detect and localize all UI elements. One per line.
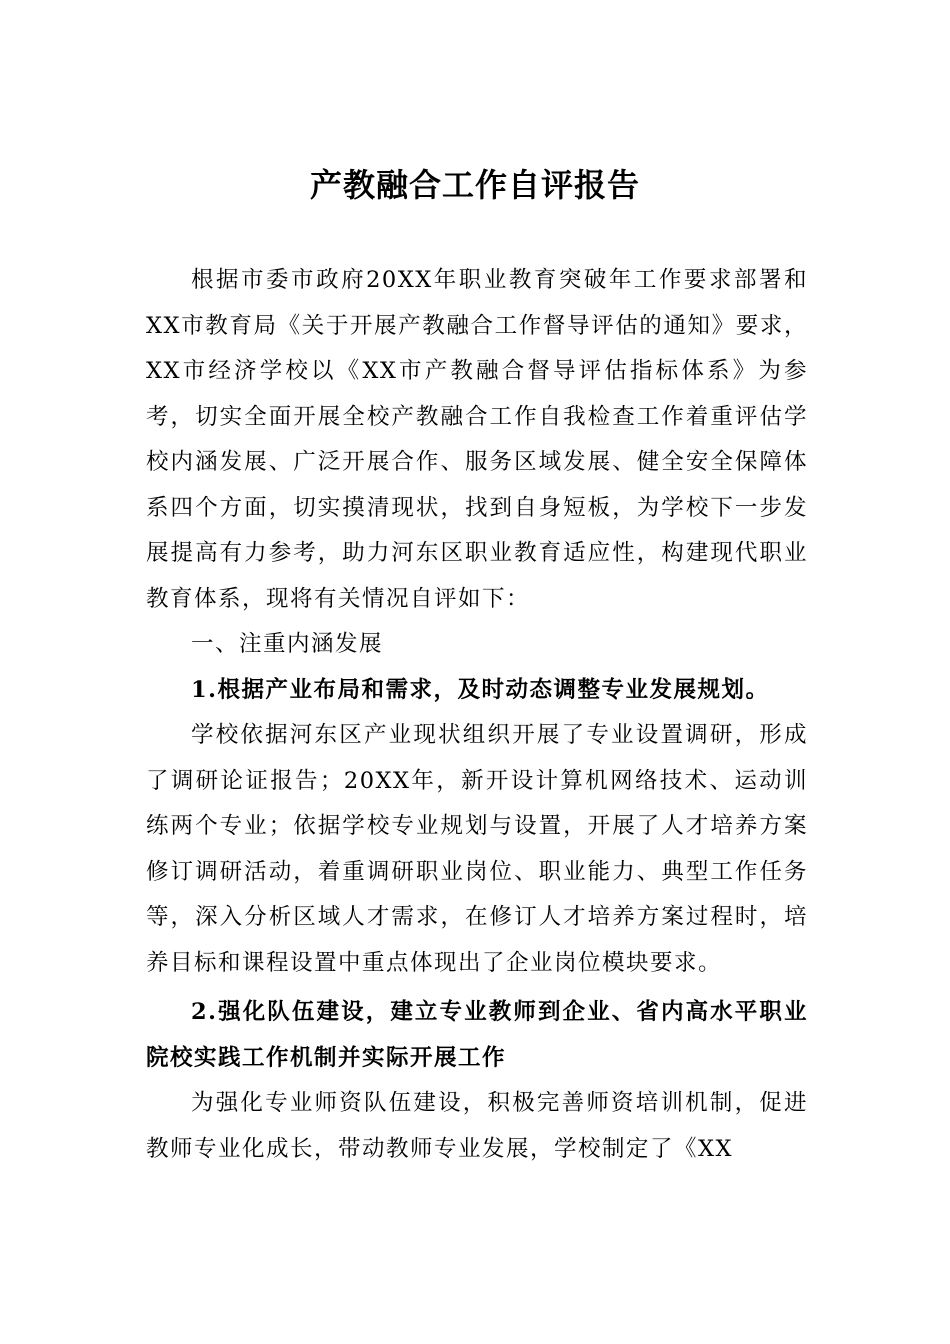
- subsection-paragraph-1: 学校依据河东区产业现状组织开展了专业设置调研，形成了调研论证报告；20XX年，新开设计算机网络技术、运动训练两个专业；依据学校专业规划与设置，开展了人才培养方案修订调研活动，着重调研职业岗位、职业能力、典型工作任务等，深入分析区域人才需求，在修订人才培养方案过程时，培养目标和课程设置中重点体现出了企业岗位模块要求。: [146, 722, 808, 976]
- section-heading-1: 一、注重内涵发展: [191, 631, 384, 657]
- intro-paragraph: 根据市委市政府20XX年职业教育突破年工作要求部署和XX市教育局《关于开展产教融合工作督导评估的通知》要求，XX市经济学校以《XX市产教融合督导评估指标体系》为参考，切实全面开展全校产教融合工作自我检查工作着重评估学校内涵发展、广泛开展合作、服务区域发展、健全安全保障体系四个方面，切实摸清现状，找到自身短板，为学校下一步发展提高有力参考，助力河东区职业教育适应性，构建现代职业教育体系，现将有关情况自评如下：: [146, 267, 808, 612]
- subsection-heading-1: 1.根据产业布局和需求，及时动态调整专业发展规划。: [191, 676, 770, 703]
- subsection-paragraph-2: 为强化专业师资队伍建设，积极完善师资培训机制，促进教师专业化成长，带动教师专业发展，学校制定了《XX: [146, 1090, 808, 1162]
- document-body: [146, 258, 808, 1172]
- document-title: 产教融合工作自评报告: [309, 166, 640, 204]
- subsection-heading-2: 2.强化队伍建设，建立专业教师到企业、省内高水平职业院校实践工作机制并实际开展工作: [146, 999, 808, 1071]
